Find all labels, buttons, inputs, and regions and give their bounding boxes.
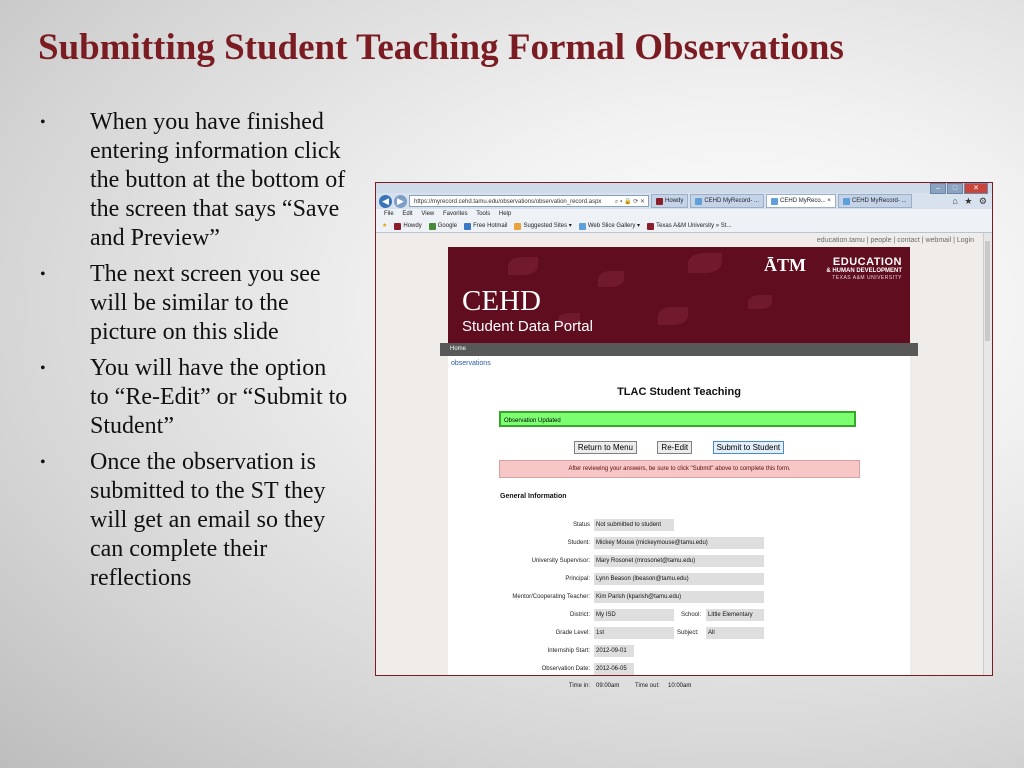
tab-label: Howdy [665, 198, 684, 204]
bullet-dot: • [40, 454, 46, 471]
field-row [448, 645, 910, 657]
obs-date-value: 2012-06-05 [594, 663, 634, 675]
education-logo-text: EDUCATION [832, 256, 902, 268]
ie-favicon-icon [771, 198, 778, 205]
fav-texas-am[interactable]: Texas A&M University » St... [647, 220, 731, 232]
field-label: Internship Start: [547, 648, 590, 654]
favorites-bar [376, 220, 992, 233]
tamu-favicon-icon [656, 198, 663, 205]
menu-help[interactable]: Help [498, 211, 512, 217]
bullet-item [40, 354, 350, 441]
menu-bar [376, 209, 992, 220]
nav-home[interactable]: Home [440, 343, 918, 356]
breadcrumb[interactable]: observations [451, 360, 491, 367]
ie-favicon-icon [843, 198, 850, 205]
field-label: Student: [567, 540, 590, 546]
field-label: Status [572, 522, 590, 528]
time-in-value: 09:00am [594, 680, 626, 692]
slide-title: Submitting Student Teaching Formal Observations [38, 27, 844, 68]
bullet-dot: • [40, 114, 46, 131]
bullet-dot: • [40, 360, 46, 377]
browser-titlebar [376, 183, 992, 193]
top-links[interactable]: education.tamu | people | contact | webmail | Login [816, 237, 974, 244]
school-value: Little Elementary [706, 609, 764, 621]
field-row [448, 573, 910, 585]
tab-cehd-1[interactable] [690, 194, 764, 208]
close-icon[interactable]: ✕ [964, 183, 988, 194]
submit-to-student-button[interactable]: Submit to Student [713, 441, 785, 454]
fav-hotmail[interactable]: Free Hotmail [464, 220, 507, 232]
back-icon[interactable]: ◀ [379, 195, 392, 208]
address-bar[interactable] [409, 195, 649, 207]
window-controls [929, 183, 988, 194]
menu-favorites[interactable]: Favorites [442, 211, 468, 217]
minimize-icon[interactable]: – [930, 183, 946, 194]
action-buttons [448, 437, 910, 455]
field-label: Observation Date: [541, 666, 590, 672]
section-title: General Information [500, 493, 567, 500]
re-edit-button[interactable]: Re-Edit [657, 441, 692, 454]
subject-value: All [706, 627, 764, 639]
bullet-text: You will have the option to “Re-Edit” or “Submit to Student” [90, 355, 348, 439]
time-out-label: Time out: [635, 683, 660, 689]
bullet-text: When you have finished entering information click the button at the bottom of the screen that says “Save and Preview” [90, 109, 346, 251]
fav-web-slice-gallery[interactable]: Web Slice Gallery ▾ [579, 220, 640, 232]
field-label: Principal: [565, 576, 590, 582]
human-development-text: & HUMAN DEVELOPMENT [826, 268, 902, 274]
field-row [448, 519, 910, 531]
tab-label: CEHD MyReco... × [780, 198, 831, 204]
menu-edit[interactable]: Edit [402, 211, 413, 217]
field-row [448, 680, 910, 692]
browser-tools-icons[interactable]: ⌂ ★ ⚙ [952, 195, 989, 206]
ie-favicon-icon [695, 198, 702, 205]
field-value: Kim Parish (kparish@tamu.edu) [594, 591, 764, 603]
forward-icon[interactable]: ▶ [394, 195, 407, 208]
field-row [448, 609, 910, 621]
favorites-star-icon[interactable]: ★ [382, 223, 388, 229]
brand-subtitle: Student Data Portal [462, 318, 593, 335]
field-label: District: [570, 612, 590, 618]
fav-google[interactable]: Google [429, 220, 457, 232]
bullet-item [40, 448, 350, 593]
brand-title: CEHD [462, 285, 541, 317]
bullet-list [40, 108, 350, 600]
bullet-item [40, 260, 350, 347]
tamu-text: TEXAS A&M UNIVERSITY [832, 275, 902, 281]
field-row [448, 591, 910, 603]
menu-file[interactable]: File [384, 211, 394, 217]
address-controls[interactable]: ⌕ ▾ 🔒 ⟳ ✕ [614, 199, 645, 205]
warning-message: After reviewing your answers, be sure to click "Submit" above to complete this form. [499, 460, 860, 478]
school-label: School: [681, 612, 702, 618]
maximize-icon[interactable]: □ [947, 183, 963, 194]
field-row [448, 537, 910, 549]
field-row [448, 627, 910, 639]
field-label: Time in: [568, 683, 590, 689]
browser-screenshot [375, 182, 993, 689]
page-content [448, 356, 910, 689]
address-url: https://myrecord.cehd.tamu.edu/observations/observation_record.aspx [414, 199, 602, 205]
tab-cehd-3[interactable] [838, 194, 912, 208]
time-out-value: 10:00am [666, 680, 696, 692]
field-label: University Supervisor: [531, 558, 590, 564]
cehd-banner [448, 247, 910, 343]
bullet-item [40, 108, 350, 253]
scrollbar-thumb[interactable] [985, 241, 990, 341]
bullet-dot: • [40, 266, 46, 283]
tab-label: CEHD MyRecord- ... [704, 198, 760, 204]
field-row [448, 555, 910, 567]
tab-cehd-active[interactable] [766, 194, 836, 208]
status-message: Observation Updated [499, 411, 856, 427]
field-label: Mentor/Cooperating Teacher: [512, 594, 590, 600]
bullet-text: Once the observation is submitted to the ST they will get an email so they can complete their reflections [90, 449, 326, 591]
tab-howdy[interactable] [651, 194, 688, 208]
district-value: My ISD [594, 609, 674, 621]
vertical-scrollbar[interactable] [983, 233, 992, 675]
bullet-text: The next screen you see will be similar to the picture on this slide [90, 261, 321, 345]
field-value: Mary Rosonet (mrosonet@tamu.edu) [594, 555, 764, 567]
fav-suggested-sites[interactable]: Suggested Sites ▾ [514, 220, 571, 232]
fav-howdy[interactable]: Howdy [394, 220, 421, 232]
internship-value: 2012-09-01 [594, 645, 634, 657]
grade-value: 1st [594, 627, 674, 639]
field-value: Not submitted to student [594, 519, 674, 531]
field-row [448, 663, 910, 675]
subject-label: Subject: [677, 630, 699, 636]
menu-view[interactable]: View [421, 211, 435, 217]
field-value: Mickey Mouse (mickeymouse@tamu.edu) [594, 537, 764, 549]
page-viewport [376, 233, 984, 689]
return-to-menu-button[interactable]: Return to Menu [574, 441, 637, 454]
field-label: Grade Level: [555, 630, 590, 636]
menu-tools[interactable]: Tools [476, 211, 491, 217]
tab-label: CEHD MyRecord- ... [851, 198, 907, 204]
tamu-logo: ĀTM [764, 255, 806, 275]
field-value: Lynn Beason (lbeason@tamu.edu) [594, 573, 764, 585]
address-row [376, 193, 992, 209]
page-title: TLAC Student Teaching [617, 386, 741, 398]
